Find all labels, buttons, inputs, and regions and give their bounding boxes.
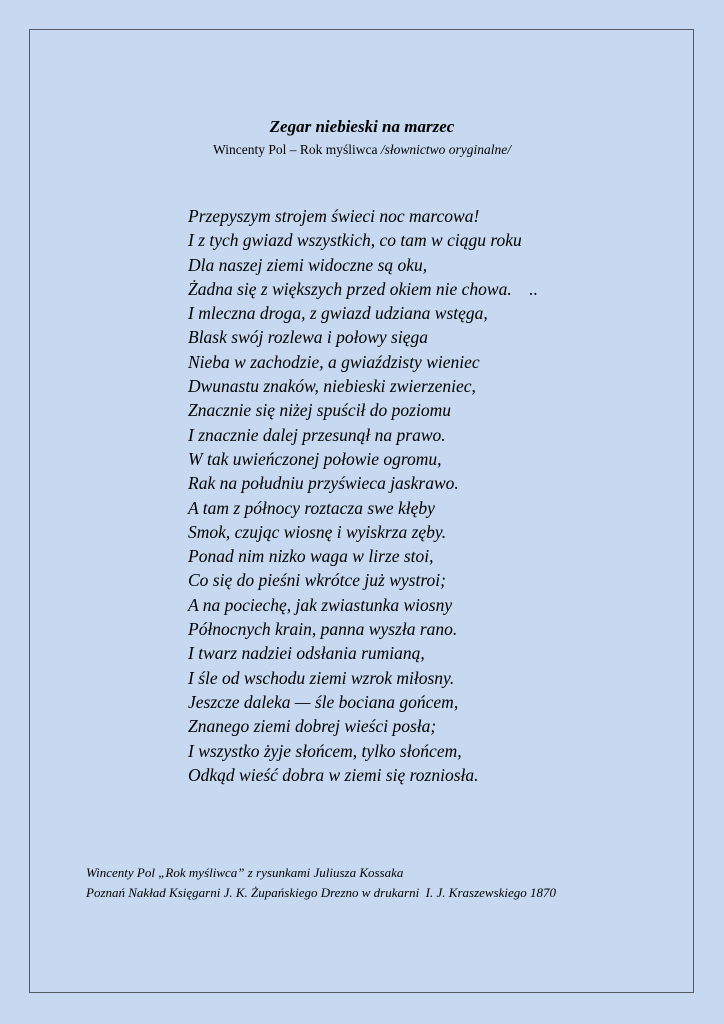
poem-line: Znacznie się niżej spuścił do poziomu (188, 400, 451, 421)
poem-line: Rak na południu przyświeca jaskrawo. (188, 473, 459, 494)
subtitle-note: /słownictwo oryginalne/ (380, 142, 511, 157)
poem-line: Co się do pieśni wkrótce już wystroi; (188, 570, 446, 591)
poem-line: I twarz nadziei odsłania rumianą, (188, 643, 425, 664)
bibliographic-note (86, 863, 686, 903)
poem-line: Znanego ziemi dobrej wieści posła; (188, 716, 437, 737)
poem-line: I mleczna droga, z gwiazd udziana wstęga, (188, 303, 488, 324)
poem-line: A tam z północy roztacza swe kłęby (188, 497, 435, 518)
poem-line: Dla naszej ziemi widoczne są oku, (188, 254, 428, 275)
poem-line: I z tych gwiazd wszystkich, co tam w ciągu roku (188, 230, 522, 251)
poem-subtitle (0, 142, 724, 158)
poem-line: I wszystko żyje słońcem, tylko słońcem, (188, 740, 462, 761)
footer-line: Wincenty Pol „Rok myśliwca” z rysunkami Juliusza Kossaka (86, 865, 404, 880)
poem-line: W tak uwieńczonej połowie ogromu, (188, 448, 442, 469)
poem-line: Jeszcze daleka — śle bociana gońcem, (188, 691, 459, 712)
poem-line: I śle od wschodu ziemi wzrok miłosny. (188, 667, 455, 688)
poem-line: Smok, czując wiosnę i wyiskrza zęby. (188, 521, 447, 542)
poem-line: Ponad nim nizko waga w lirze stoi, (188, 546, 434, 567)
poem-line: Dwunastu znaków, niebieski zwierzeniec, (188, 376, 476, 397)
footer-line: Poznań Nakład Księgarni J. K. Żupańskiego Drezno w drukarni I. J. Kraszewskiego 1870 (86, 885, 557, 900)
poem-line: A na pociechę, jak zwiastunka wiosny (188, 594, 453, 615)
poem-line: Odkąd wieść dobra w ziemi się rozniosła. (188, 764, 479, 785)
poem-line: Nieba w zachodzie, a gwiaździsty wieniec (188, 351, 480, 372)
poem-line: Żadna się z większych przed okiem nie chowa. .. (188, 278, 538, 299)
poem-title: Zegar niebieski na marzec (269, 117, 455, 136)
poem-line: Przepyszym strojem świeci noc marcowa! (188, 206, 480, 226)
poem-line: I znacznie dalej przesunął na prawo. (188, 424, 446, 445)
subtitle-author-source: Wincenty Pol – Rok myśliwca (213, 142, 381, 157)
poem-line: Północnych krain, panna wyszła rano. (188, 619, 458, 640)
poem-body (188, 204, 628, 787)
poem-line: Blask swój rozlewa i połowy sięga (188, 327, 428, 348)
